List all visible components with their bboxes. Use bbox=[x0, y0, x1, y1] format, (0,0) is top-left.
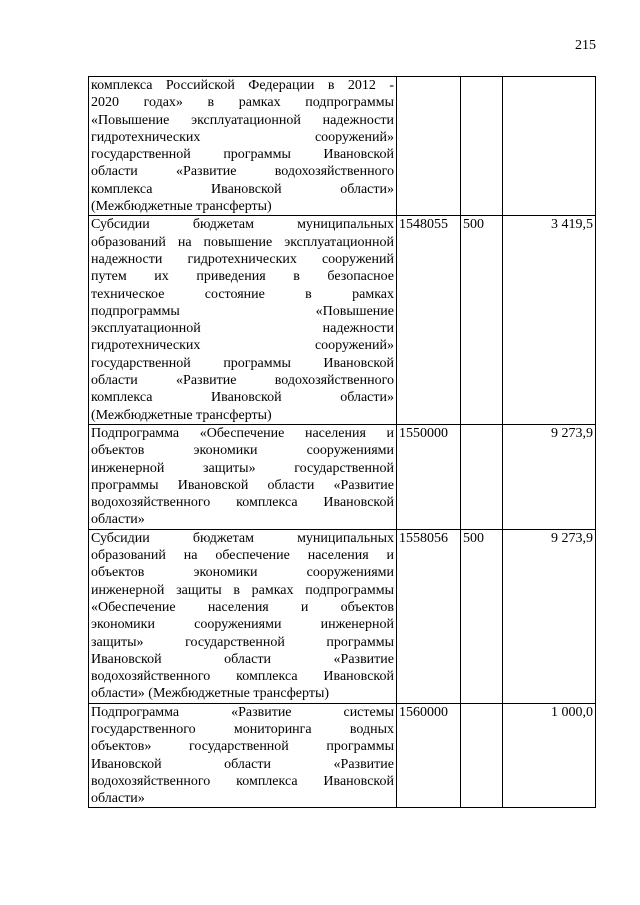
row-sum-cell bbox=[503, 77, 596, 216]
name-line: гидротехнических сооружений» bbox=[91, 338, 394, 354]
name-line: образований на повышение эксплуатационной bbox=[91, 234, 394, 250]
name-line: области «Развитие водохозяйственного bbox=[91, 373, 394, 389]
row-code-cell: 1560000 bbox=[397, 703, 461, 808]
budget-table bbox=[88, 76, 596, 808]
name-line: области «Развитие водохозяйственного bbox=[91, 164, 394, 180]
name-line: надежности гидротехнических сооружений bbox=[91, 251, 394, 267]
row-type-cell bbox=[461, 703, 503, 808]
name-line: водохозяйственного комплекса Ивановской bbox=[91, 773, 394, 789]
name-line: объектов экономики сооружениями bbox=[91, 565, 394, 581]
name-line: государственного мониторинга водных bbox=[91, 721, 394, 737]
name-line: инженерной защиты» государственной bbox=[91, 460, 394, 476]
row-code-cell: 1550000 bbox=[397, 424, 461, 529]
name-line: водохозяйственного комплекса Ивановской bbox=[91, 669, 394, 685]
name-line: государственной программы Ивановской bbox=[91, 147, 394, 163]
name-line: гидротехнических сооружений» bbox=[91, 129, 394, 145]
table-row bbox=[89, 424, 596, 529]
name-line: «Повышение эксплуатационной надежности bbox=[91, 112, 394, 128]
name-line: «Обеспечение населения и объектов bbox=[91, 599, 394, 615]
row-type-cell: 500 bbox=[461, 216, 503, 425]
row-code-cell: 1548055 bbox=[397, 216, 461, 425]
name-line: комплекса Ивановской области» bbox=[91, 390, 394, 406]
name-line: области» bbox=[91, 791, 145, 807]
row-name-cell bbox=[89, 529, 397, 703]
row-type-cell bbox=[461, 77, 503, 216]
name-line: образований на обеспечение населения и bbox=[91, 548, 394, 564]
name-line: Субсидии бюджетам муниципальных bbox=[91, 530, 394, 546]
name-line: водохозяйственного комплекса Ивановской bbox=[91, 495, 394, 511]
name-line: (Межбюджетные трансферты) bbox=[91, 199, 272, 215]
name-line: Ивановской области «Развитие bbox=[91, 651, 394, 667]
name-line: комплекса Ивановской области» bbox=[91, 181, 394, 197]
name-line: защиты» государственной программы bbox=[91, 634, 394, 650]
name-line: (Межбюджетные трансферты) bbox=[91, 407, 272, 423]
name-line: объектов экономики сооружениями bbox=[91, 443, 394, 459]
name-line: Подпрограмма «Обеспечение населения и bbox=[91, 425, 394, 441]
row-name-cell bbox=[89, 77, 397, 216]
row-sum-cell: 9 273,9 bbox=[503, 424, 596, 529]
row-sum-cell: 9 273,9 bbox=[503, 529, 596, 703]
name-line: области» bbox=[91, 512, 145, 528]
table-row bbox=[89, 77, 596, 216]
name-line: путем их приведения в безопасное bbox=[91, 269, 394, 285]
name-line: объектов» государственной программы bbox=[91, 739, 394, 755]
page-number: 215 bbox=[575, 38, 596, 53]
row-sum-cell: 3 419,5 bbox=[503, 216, 596, 425]
name-line: инженерной защиты в рамках подпрограммы bbox=[91, 582, 394, 598]
name-line: 2020 годах» в рамках подпрограммы bbox=[91, 95, 394, 111]
name-line: программы Ивановской области «Развитие bbox=[91, 477, 394, 493]
name-line: комплекса Российской Федерации в 2012 - bbox=[91, 78, 394, 93]
name-line: области» (Межбюджетные трансферты) bbox=[91, 686, 330, 702]
row-name-cell bbox=[89, 424, 397, 529]
name-line: государственной программы Ивановской bbox=[91, 355, 394, 371]
row-type-cell bbox=[461, 424, 503, 529]
name-line: экономики сооружениями инженерной bbox=[91, 617, 394, 633]
row-code-cell: 1558056 bbox=[397, 529, 461, 703]
name-line: Ивановской области «Развитие bbox=[91, 756, 394, 772]
row-name-cell bbox=[89, 216, 397, 425]
row-code-cell bbox=[397, 77, 461, 216]
name-line: эксплуатационной надежности bbox=[91, 321, 394, 337]
row-sum-cell: 1 000,0 bbox=[503, 703, 596, 808]
table-row bbox=[89, 703, 596, 808]
table-row bbox=[89, 529, 596, 703]
name-line: техническое состояние в рамках bbox=[91, 286, 394, 302]
row-name-cell bbox=[89, 703, 397, 808]
name-line: Субсидии бюджетам муниципальных bbox=[91, 217, 394, 233]
row-type-cell: 500 bbox=[461, 529, 503, 703]
name-line: Подпрограмма «Развитие системы bbox=[91, 704, 394, 720]
name-line: подпрограммы «Повышение bbox=[91, 303, 394, 319]
table-row bbox=[89, 216, 596, 425]
